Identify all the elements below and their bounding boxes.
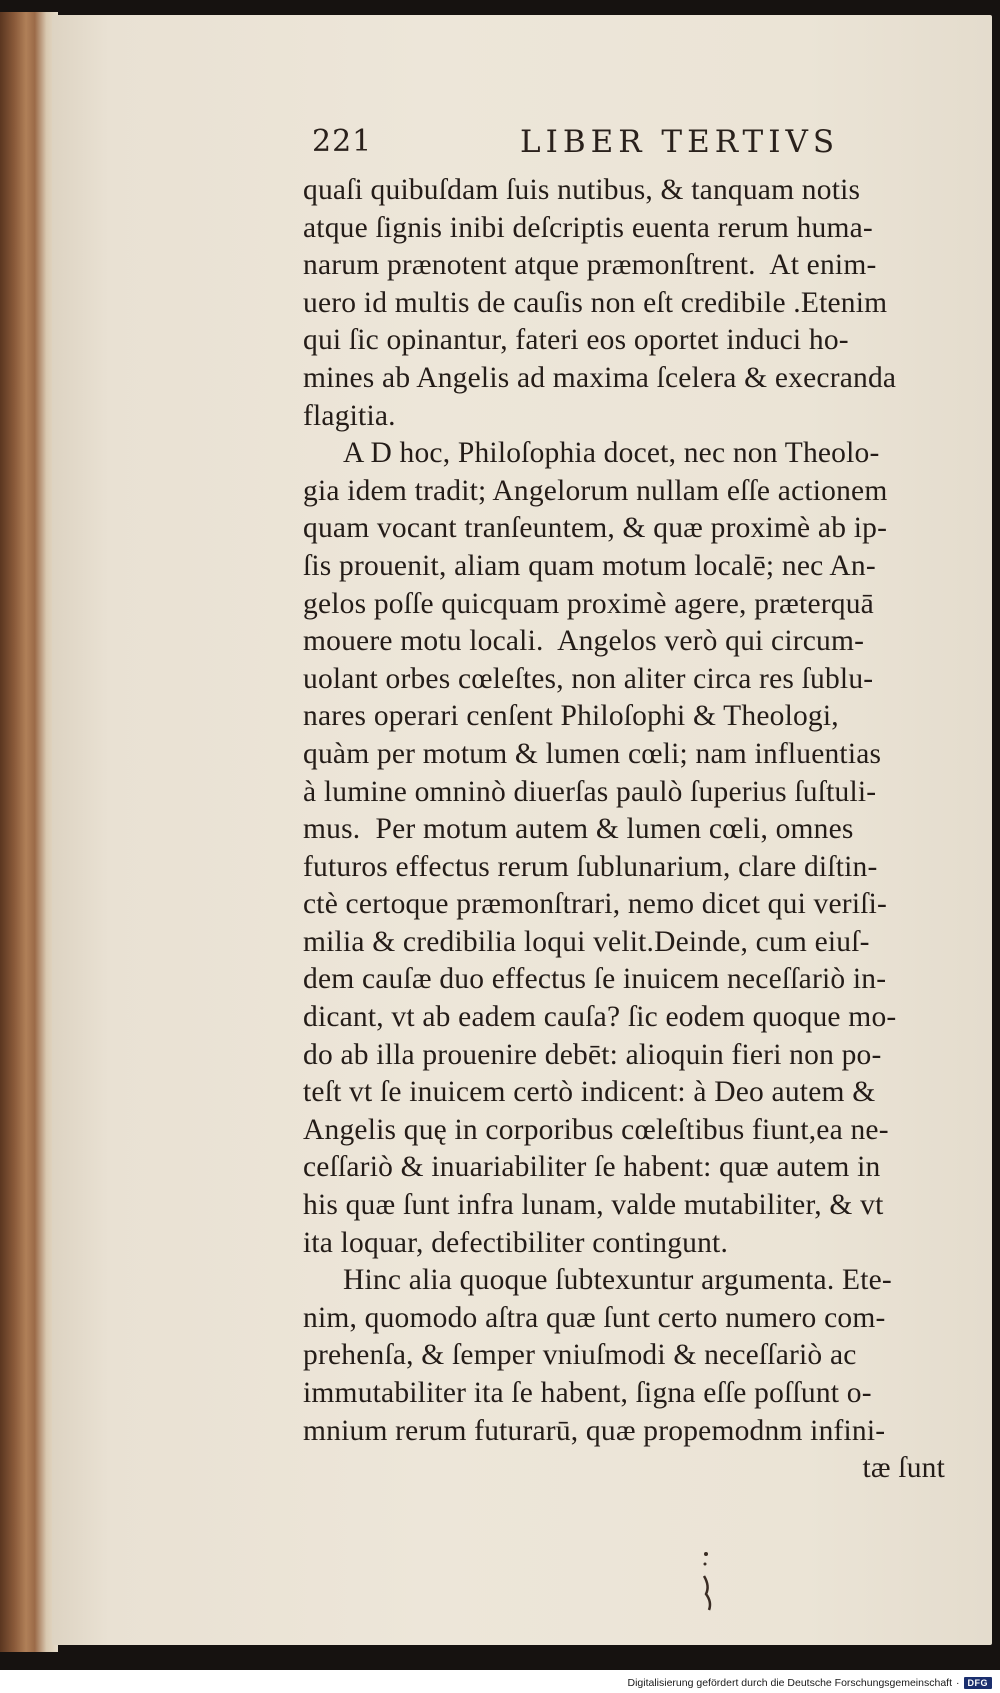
- text-line: do ab illa prouenire debēt: alioquin fieri non po-: [303, 1038, 882, 1071]
- text-line: uero id multis de cauſis non eſt credibile .Etenim: [303, 286, 888, 319]
- text-line: ceſſariò & inuariabiliter ſe habent: quæ autem in: [303, 1151, 881, 1184]
- running-head: LIBER TERTIVS: [520, 124, 840, 160]
- text-line: ita loquar, defectibiliter contingunt.: [303, 1226, 729, 1259]
- text-line: milia & credibilia loqui velit.Deinde, cum eiuſ-: [303, 925, 870, 958]
- text-line: Angelis quę in corporibus cœleſtibus fiunt,ea ne-: [303, 1113, 889, 1146]
- text-line: quàm per motum & lumen cœli; nam influentias: [303, 737, 882, 770]
- body-text: [303, 172, 993, 1488]
- text-line: flagitia.: [303, 399, 396, 432]
- text-line: mus. Per motum autem & lumen cœli, omnes: [303, 813, 854, 846]
- text-line: nares operari cenſent Philoſophi & Theologi,: [303, 700, 839, 733]
- text-line: mnium rerum futurarū, quæ propemodnm infini-: [303, 1414, 886, 1447]
- text-line: nim, quomodo aſtra quæ ſunt certo numero com-: [303, 1301, 886, 1334]
- text-line: ctè certoque præmonſtrari, nemo dicet qui veriſi-: [303, 888, 888, 921]
- text-line: mines ab Angelis ad maxima ſcelera & execranda: [303, 361, 897, 394]
- page-header: [312, 124, 852, 164]
- text-line: quaſi quibuſdam ſuis nutibus, & tanquam notis: [303, 174, 861, 206]
- credit-text: Digitalisierung gefördert durch die Deutsche Forschungsgemeinschaft: [627, 1677, 952, 1689]
- text-line: narum prænotent atque præmonſtrent. At enim-: [303, 249, 877, 282]
- text-line: atque ſignis inibi deſcriptis euenta rerum huma-: [303, 211, 873, 244]
- paragraph-start-line: Hinc alia quoque ſubtexuntur argumenta. Ete-: [343, 1264, 892, 1297]
- text-line: uolant orbes cœleſtes, non aliter circa res ſublu-: [303, 662, 874, 695]
- text-line: immutabiliter ita ſe habent, ſigna eſſe poſſunt o-: [303, 1377, 872, 1409]
- book-fore-edge: [0, 12, 58, 1652]
- text-line: teſt vt ſe inuicem certò indicent: à Deo autem &: [303, 1076, 876, 1109]
- digitization-credit: [627, 1677, 992, 1689]
- page-number: 221: [312, 124, 373, 159]
- text-line: dem cauſæ duo effectus ſe inuicem neceſſariò in-: [303, 963, 887, 996]
- text-line: mouere motu locali. Angelos verò qui circum-: [303, 625, 865, 658]
- text-line: quam vocant tranſeuntem, & quæ proximè ab ip-: [303, 512, 888, 545]
- dfg-logo: DFG: [964, 1677, 993, 1689]
- text-line: gia idem tradit; Angelorum nullam eſſe actionem: [303, 474, 888, 507]
- text-line: dicant, vt ab eadem cauſa? ſic eodem quoque mo-: [303, 1001, 897, 1034]
- text-line: his quæ ſunt infra lunam, valde mutabiliter, & vt: [303, 1189, 884, 1222]
- text-line: ſis prouenit, aliam quam motum localē; nec An-: [303, 549, 876, 582]
- ink-mark: [700, 1550, 716, 1620]
- text-line: prehenſa, & ſemper vniuſmodi & neceſſariò ac: [303, 1339, 857, 1372]
- catchword: tæ ſunt: [862, 1452, 945, 1485]
- text-line: futuros effectus rerum ſublunarium, clare diſtin-: [303, 850, 878, 883]
- text-line: à lumine omninò diuerſas paulò ſuperius ſuſtuli-: [303, 775, 877, 808]
- text-line: gelos poſſe quicquam proximè agere, præterquā: [303, 587, 874, 620]
- paragraph-start-line: A D hoc, Philoſophia docet, nec non Theolo-: [343, 437, 880, 470]
- text-line: qui ſic opinantur, fateri eos oportet induci ho-: [303, 324, 849, 357]
- credit-separator: ·: [956, 1677, 960, 1689]
